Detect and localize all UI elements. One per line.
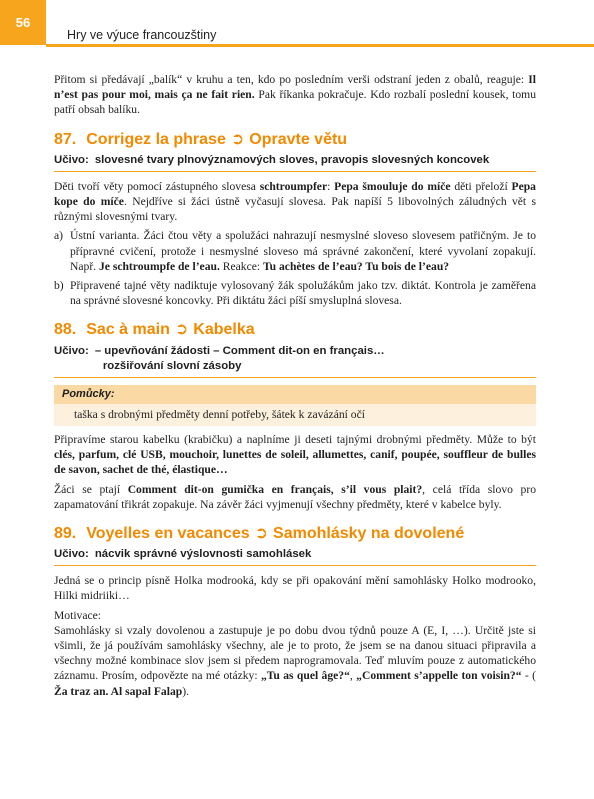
- section-88-paragraph-1: Připravíme starou kabelku (krabičku) a naplníme ji deseti tajnými drobnými předměty. Může to být clés, parfum, clé USB, mouchoir, lunettes de soleil, allumettes, canif, poupée, souffleur de bulles de savon, sachet de thé, élastique…: [54, 433, 536, 477]
- page-number: 56: [0, 0, 46, 45]
- arrow-icon: ➲: [254, 525, 269, 543]
- section-87-title: 87. Corrigez la phrase ➲ Opravte větu: [54, 130, 348, 148]
- section-87-ucivo: Učivo: slovesné tvary plnovýznamových sloves, pravopis slovesných koncovek: [54, 153, 536, 172]
- motivace-label: Motivace:: [54, 608, 102, 622]
- section-88-paragraph-2: Žáci se ptají Comment dit-on gumička en français, s’il vous plait?, celá třída slovo pro zapamatování třikrát zopakuje. Na závěr žáci vyjmenují všechny předměty, které v kabelce byly.: [54, 482, 536, 511]
- section-87-item-a: a) Ústní varianta. Žáci čtou věty a spolužáci nahrazují nesmyslné sloveso slovesem patřičným. Je to přípravné cvičení, protože i nesmyslné sloveso má správné zakončení, které vyvolaní zopakují. Např. Je schtroumpfe de l’eau. Reakce: Tu achètes de l’eau? Tu bois de l’eau?: [54, 229, 536, 273]
- section-89-paragraph-2: Samohlásky si vzaly dovolenou a zastupuje je po dobu dvou týdnů pouze A (E, I, …). Určitě jste si všimli, že já používám samohlásky všechny, ale je to proto, že jsem se na danou situaci připravila a všechny možné kombinace slov jsem si předem naprogramovala. Teď mluvím pouze z automatického záznamu. Prosím, odpovězte na mé otázky: „Tu as quel âge?“, „Comment s’appelle ton voisin?“ - ( Ža traz an. Al sapal Falap).: [54, 623, 536, 698]
- running-head: Hry ve výuce francouzštiny: [67, 28, 217, 42]
- page-content: [54, 72, 536, 703]
- pomucky-label: Pomůcky:: [54, 385, 536, 404]
- arrow-icon: ➲: [174, 321, 189, 339]
- section-87-item-b: b) Připravené tajné věty nadiktuje vylosovaný žák spolužákům jako tzv. diktát. Kontrola je zaměřena na správné slovesné koncovky. Při diktátu žáci píší smysluplná slovesa.: [54, 279, 536, 308]
- intro-paragraph: Přitom si předávají „balík“ v kruhu a ten, kdo po posledním verši odstraní jeden z obalů, reaguje: Il n’est pas pour moi, mais ça ne fait rien. Pak říkanka pokračuje. Kdo rozbalí poslední kousek, tomu patří obsah balíku.: [54, 73, 536, 117]
- header-rule: [46, 44, 594, 47]
- section-89-ucivo: Učivo: nácvik správné výslovnosti samohlásek: [54, 547, 536, 566]
- section-89-paragraph-1: Jedná se o princip písně Holka modrooká, kdy se při opakování mění samohlásky Holko modrooko, Hilki midriiki…: [54, 574, 536, 603]
- arrow-icon: ➲: [230, 130, 245, 148]
- section-87-paragraph: Děti tvoří věty pomocí zástupného slovesa schtroumpfer: Pepa šmouluje do míče děti přeloží Pepa kope do míče. Nejdříve si žáci ústně vyčasují slovesa. Pak napíší 5 libovolných záludných vět s různými slovesnými tvary.: [54, 179, 536, 224]
- section-88-ucivo: Učivo: – upevňování žádosti – Comment dit-on en français… rozšiřování slovní zásoby: [54, 344, 536, 378]
- section-88-title: 88. Sac à main ➲ Kabelka: [54, 321, 255, 339]
- section-89-title: 89. Voyelles en vacances ➲ Samohlásky na dovolené: [54, 525, 465, 543]
- pomucky-content: taška s drobnými předměty denní potřeby, šátek k zavázání očí: [54, 404, 536, 426]
